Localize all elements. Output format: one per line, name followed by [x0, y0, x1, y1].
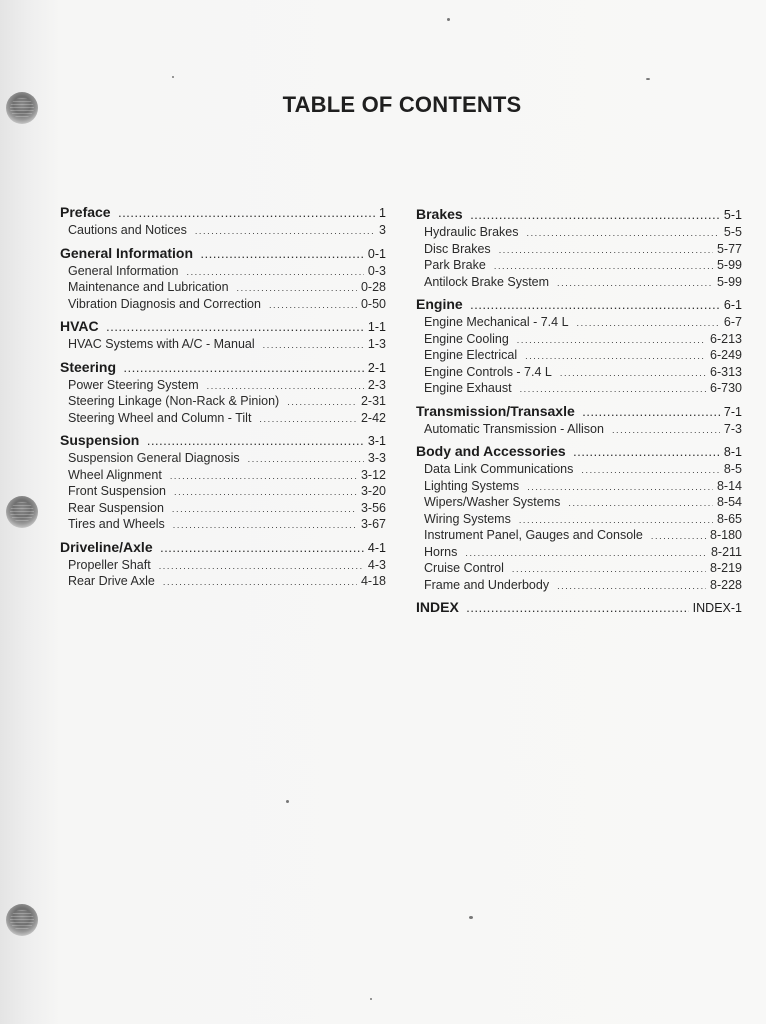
scan-speck — [172, 76, 174, 78]
dot-leader — [465, 545, 707, 562]
toc-page-number: 2-3 — [367, 377, 386, 392]
toc-subentry — [416, 478, 742, 495]
dot-leader — [207, 378, 364, 395]
toc-subentry-title: Rear Suspension — [68, 500, 164, 515]
toc-page-number: 1-1 — [367, 320, 386, 334]
dot-leader — [201, 246, 364, 265]
toc-section-title: HVAC — [60, 318, 99, 334]
toc-page-number: 3-12 — [360, 467, 386, 482]
dot-leader — [557, 578, 706, 595]
toc-subentry-title: Cautions and Notices — [68, 223, 187, 237]
toc-section-title: INDEX — [416, 599, 459, 615]
toc-subentry — [416, 461, 742, 478]
toc-page-number: 2-31 — [360, 394, 386, 408]
toc-page-number: 6-213 — [710, 331, 742, 346]
toc-subentry-title: Disc Brakes — [424, 241, 491, 256]
toc-subentry-title: Tires and Wheels — [68, 517, 165, 531]
toc-subentry — [416, 331, 742, 348]
toc-subentry-title: Vibration Diagnosis and Correction — [68, 296, 261, 311]
toc-page-number: 4-18 — [360, 574, 386, 588]
toc-page-number: 8-228 — [710, 577, 742, 592]
toc-subentry-title: Lighting Systems — [424, 478, 520, 493]
dot-leader — [517, 332, 706, 349]
toc-section-entry — [60, 358, 386, 377]
toc-subentry — [416, 511, 742, 528]
toc-page-number: 6-249 — [710, 348, 742, 362]
toc-page-number: 8-219 — [710, 561, 742, 575]
toc-page-number: 7-3 — [723, 421, 742, 436]
toc-page-number: 8-5 — [723, 462, 742, 476]
toc-subentry-title: Steering Wheel and Column - Tilt — [68, 410, 252, 425]
toc-subentry-title: HVAC Systems with A/C - Manual — [68, 337, 255, 351]
toc-subentry — [416, 527, 742, 544]
toc-section-title: Suspension — [60, 432, 140, 448]
toc-page-number: 4-1 — [367, 540, 386, 555]
toc-subentry — [416, 494, 742, 511]
toc-subentry-title: Hydraulic Brakes — [424, 225, 519, 239]
toc-page-number: 3-67 — [360, 517, 386, 531]
dot-leader — [512, 561, 706, 578]
toc-page-number: 0-1 — [367, 246, 386, 261]
dot-leader — [560, 365, 706, 382]
dot-leader — [237, 280, 357, 297]
toc-page-number: 8-1 — [723, 445, 742, 459]
toc-subentry-title: Steering Linkage (Non-Rack & Pinion) — [68, 394, 280, 408]
toc-page-number: 8-211 — [710, 544, 742, 559]
toc-subentry-title: Engine Controls - 7.4 L — [424, 364, 552, 379]
toc-subentry — [416, 560, 742, 577]
toc-subentry — [416, 380, 742, 397]
toc-page-number: 3-56 — [360, 500, 386, 515]
toc-subentry-title: Engine Cooling — [424, 331, 509, 346]
dot-leader — [186, 264, 363, 281]
dot-leader — [174, 484, 357, 501]
toc-page-number: 7-1 — [723, 404, 742, 419]
dot-leader — [287, 394, 357, 411]
dot-leader — [568, 495, 713, 512]
toc-section-entry — [60, 203, 386, 222]
toc-page-number: 2-42 — [360, 410, 386, 425]
dot-leader — [163, 574, 357, 591]
dot-leader — [467, 600, 689, 619]
toc-page-number: 0-28 — [360, 280, 386, 294]
toc-section-entry — [60, 244, 386, 263]
toc-subentry — [60, 500, 386, 517]
toc-page-number: 6-1 — [723, 298, 742, 312]
toc-subentry — [416, 224, 742, 241]
toc-section-entry — [416, 402, 742, 421]
toc-subentry-title: Front Suspension — [68, 484, 166, 498]
binder-hole-icon — [6, 904, 38, 936]
toc-subentry-title: Automatic Transmission - Allison — [424, 421, 604, 436]
toc-subentry-title: Data Link Communications — [424, 462, 574, 476]
dot-leader — [195, 223, 375, 240]
toc-page-number: 4-3 — [367, 557, 386, 572]
toc-page-number: INDEX-1 — [692, 601, 742, 615]
dot-leader — [263, 337, 364, 354]
toc-subentry — [60, 296, 386, 313]
toc-subentry-title: Engine Electrical — [424, 348, 518, 362]
toc-subentry — [60, 336, 386, 353]
toc-subentry — [416, 274, 742, 291]
toc-subentry — [416, 544, 742, 561]
dot-leader — [577, 315, 720, 332]
toc-subentry — [60, 573, 386, 590]
toc-page-number: 6-7 — [723, 315, 742, 329]
dot-leader — [520, 381, 706, 398]
dot-leader — [173, 517, 357, 534]
toc-page-number: 2-1 — [367, 360, 386, 375]
toc-subentry — [60, 516, 386, 533]
toc-page-number: 3-3 — [367, 451, 386, 465]
dot-leader — [269, 297, 357, 314]
scan-speck — [447, 18, 450, 21]
toc-subentry — [60, 483, 386, 500]
toc-section-title: Preface — [60, 204, 111, 220]
toc-section-entry — [416, 598, 742, 617]
toc-subentry — [60, 222, 386, 239]
toc-subentry-title: Suspension General Diagnosis — [68, 451, 240, 465]
toc-page-number: 3 — [379, 223, 386, 237]
toc-subentry — [60, 467, 386, 484]
toc-section-entry — [60, 538, 386, 557]
toc-subentry-title: Maintenance and Lubrication — [68, 280, 229, 294]
toc-section-title: Engine — [416, 296, 463, 312]
toc-section-title: Steering — [60, 358, 117, 375]
scan-speck — [370, 998, 372, 1000]
dot-leader — [161, 540, 364, 559]
toc-section-title: Driveline/Axle — [60, 538, 153, 555]
toc-subentry-title: Rear Drive Axle — [68, 574, 155, 588]
toc-subentry-title: Park Brake — [424, 258, 486, 272]
scan-speck — [646, 78, 650, 80]
toc-subentry — [60, 279, 386, 296]
toc-subentry — [60, 377, 386, 394]
toc-section-entry — [60, 431, 386, 450]
toc-subentry — [416, 347, 742, 364]
toc-subentry-title: Wheel Alignment — [68, 467, 162, 482]
toc-subentry-title: Antilock Brake System — [424, 274, 550, 289]
toc-subentry — [416, 257, 742, 274]
dot-leader — [612, 422, 720, 439]
toc-section-title: Body and Accessories — [416, 443, 566, 459]
dot-leader — [525, 348, 706, 365]
toc-page-number: 0-50 — [360, 296, 386, 311]
toc-page-number: 5-77 — [716, 241, 742, 256]
toc-subentry-title: Horns — [424, 544, 458, 559]
toc-page-number: 6-730 — [710, 381, 742, 395]
toc-subentry-title: Instrument Panel, Gauges and Console — [424, 528, 643, 542]
dot-leader — [259, 411, 357, 428]
toc-page-number: 1 — [379, 206, 386, 220]
toc-section-entry — [60, 317, 386, 336]
toc-subentry-title: Power Steering System — [68, 377, 199, 392]
toc-page-number: 3-1 — [367, 434, 386, 448]
toc-subentry-title: General Information — [68, 263, 179, 278]
dot-leader — [581, 462, 720, 479]
toc-subentry-title: Cruise Control — [424, 561, 504, 575]
dot-leader — [557, 275, 713, 292]
toc-subentry — [60, 557, 386, 574]
toc-page-number: 5-5 — [723, 225, 742, 239]
toc-subentry-title: Frame and Underbody — [424, 577, 550, 592]
toc-section-title: General Information — [60, 244, 194, 261]
dot-leader — [526, 225, 719, 242]
toc-page-number: 5-99 — [716, 274, 742, 289]
page-title: TABLE OF CONTENTS — [282, 92, 522, 117]
toc-page-number: 5-99 — [716, 258, 742, 272]
toc-subentry-title: Wiring Systems — [424, 511, 511, 526]
toc-page-number: 0-3 — [367, 263, 386, 278]
toc-left-column — [60, 200, 386, 592]
toc-subentry-title: Wipers/Washer Systems — [424, 495, 561, 509]
toc-section-entry — [416, 205, 742, 224]
toc-section-title: Transmission/Transaxle — [416, 402, 575, 419]
dot-leader — [494, 258, 713, 275]
dot-leader — [574, 444, 720, 463]
toc-subentry — [416, 241, 742, 258]
dot-leader — [499, 242, 713, 259]
toc-subentry — [60, 450, 386, 467]
toc-page-number: 8-180 — [710, 528, 742, 542]
toc-subentry — [416, 364, 742, 381]
toc-page-number: 8-54 — [716, 495, 742, 509]
toc-right-column — [416, 202, 742, 619]
toc-subentry — [416, 421, 742, 438]
toc-page-number: 8-65 — [716, 511, 742, 526]
toc-page-number: 5-1 — [723, 208, 742, 222]
toc-page-number: 3-20 — [360, 484, 386, 498]
toc-page-number: 1-3 — [367, 337, 386, 351]
toc-section-entry — [416, 442, 742, 461]
dot-leader — [172, 501, 357, 518]
toc-subentry — [416, 577, 742, 594]
dot-leader — [651, 528, 706, 545]
toc-subentry — [60, 393, 386, 410]
dot-leader — [527, 479, 713, 496]
dot-leader — [248, 451, 364, 468]
binder-hole-icon — [6, 496, 38, 528]
toc-subentry-title: Engine Exhaust — [424, 381, 512, 395]
toc-subentry — [60, 263, 386, 280]
toc-subentry — [60, 410, 386, 427]
scan-speck — [469, 916, 473, 919]
toc-subentry-title: Engine Mechanical - 7.4 L — [424, 315, 569, 329]
dot-leader — [159, 558, 364, 575]
toc-page-number: 8-14 — [716, 478, 742, 493]
toc-subentry-title: Propeller Shaft — [68, 557, 151, 572]
scan-speck — [286, 800, 289, 803]
toc-section-title: Brakes — [416, 206, 463, 222]
toc-section-entry — [416, 295, 742, 314]
toc-subentry — [416, 314, 742, 331]
dot-leader — [170, 468, 357, 485]
dot-leader — [519, 512, 713, 529]
toc-page-number: 6-313 — [710, 364, 742, 379]
